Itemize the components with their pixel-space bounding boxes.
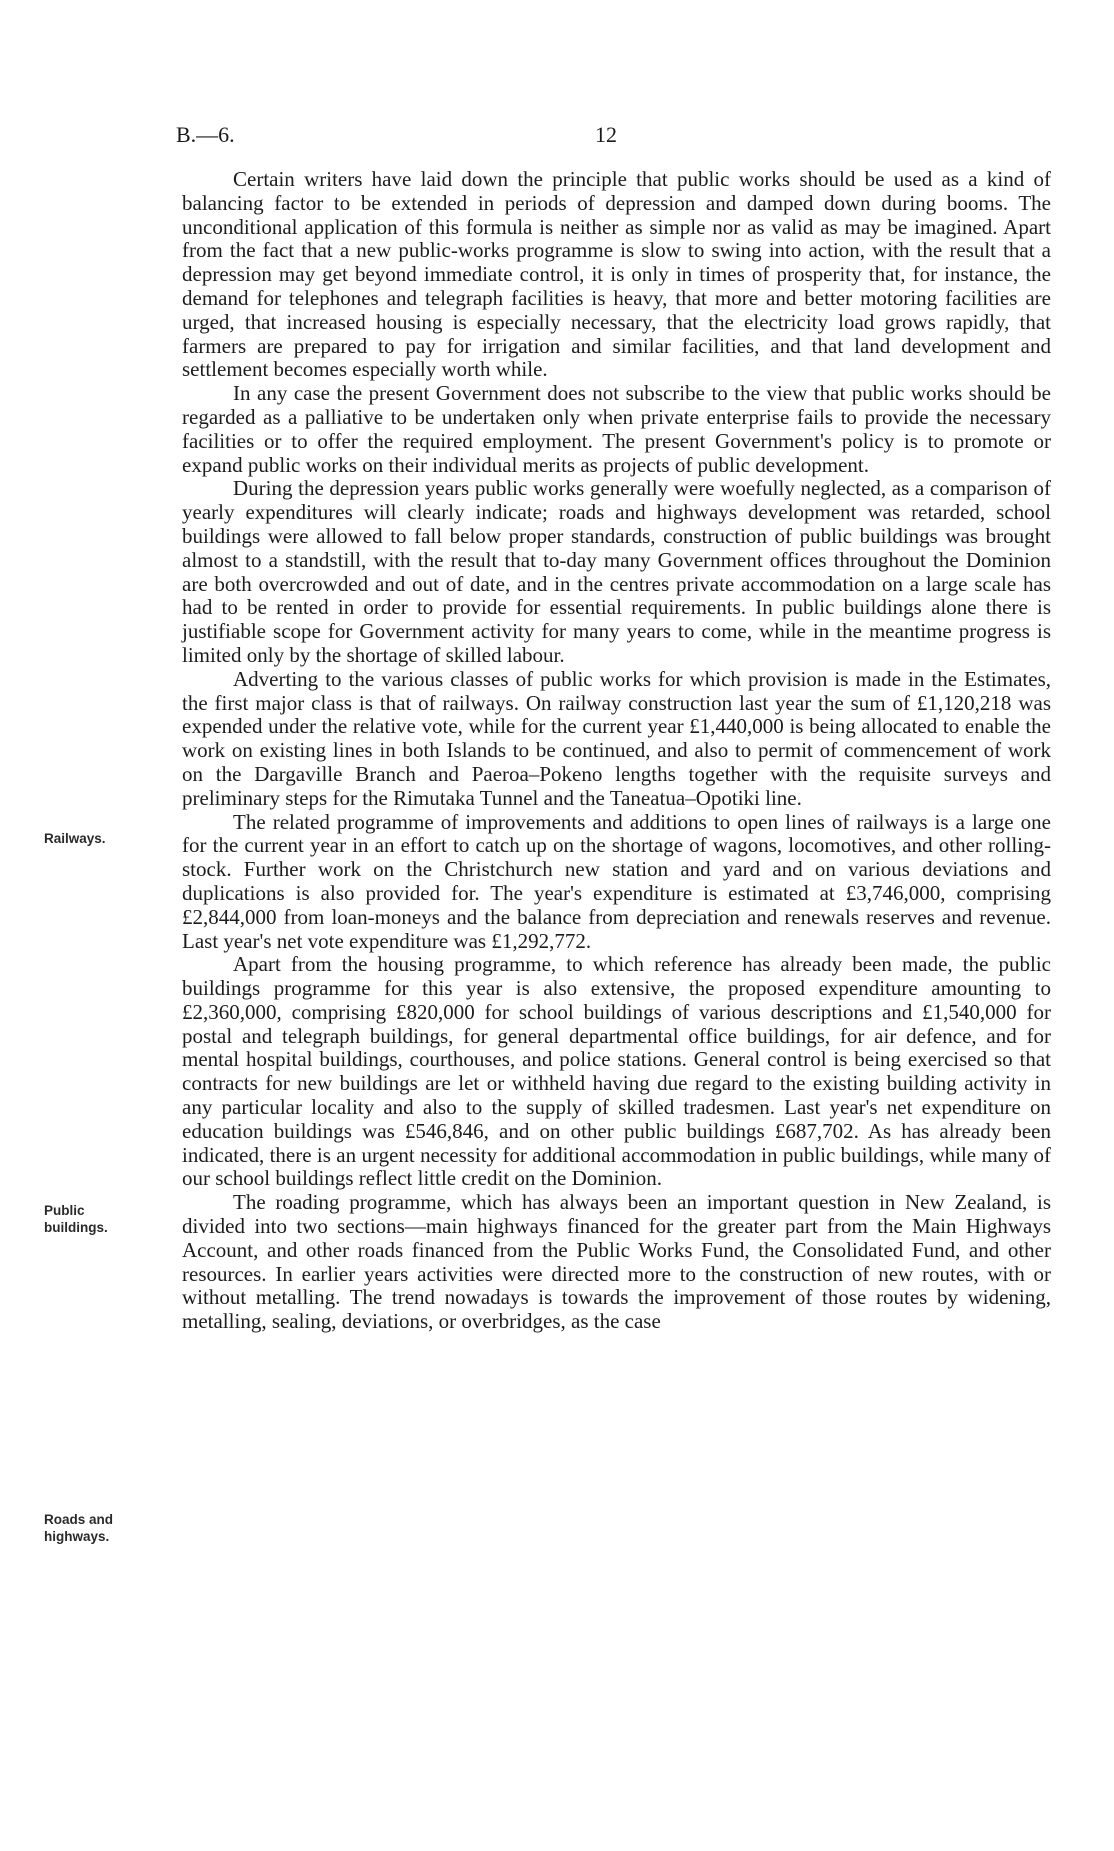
paragraph-public-buildings: Apart from the housing programme, to which reference has already been made, the public buildings programme for this year is also extensive, the proposed expenditure amounting to £2,360,000, comprising £820,000 for school buildings of various descriptions and £1,540,000 for postal and telegraph buildings, for general departmental office buildings, for air defence, and for mental hospital buildings, courthouses, and police stations. General control is being exercised so that contracts for new buildings are let or withheld having due regard to the existing building activity in any particular locality and also to the supply of skilled tradesmen. Last year's net expenditure on education buildings was £546,846, and on other public buildings £687,702. As has already been indicated, there is an urgent necessity for additional accommodation in public buildings, while many of our school buildings reflect little credit on the Dominion. [182, 952, 1051, 1191]
paragraph-balancing-factor: Certain writers have laid down the principle that public works should be used as a kind of balancing factor to be extended in periods of depression and damped down during booms. The unconditional application of this formula is neither as simple nor as valid as may be imagined. Apart from the fact that a new public-works programme is slow to swing into action, with the result that a depression may get beyond immediate control, it is only in times of prosperity that, for instance, the demand for telephones and telegraph facilities is heavy, that more and better motoring facilities are urged, that increased housing is especially necessary, that the electricity load grows rapidly, that farmers are prepared to pay for irrigation and similar facilities, and that land development and settlement becomes especially worth while. [182, 167, 1051, 382]
margin-note-public-buildings [44, 1202, 144, 1236]
paragraph-roading: The roading programme, which has always been an important question in New Zealand, is divided into two sections—main highways financed for the greater part from the Main Highways Account, and other roads financed from the Public Works Fund, the Consolidated Fund, and other resources. In earlier years activities were directed more to the construction of new routes, with or without metalling. The trend nowadays is towards the improvement of those routes by widening, metalling, sealing, deviations, or overbridges, as the case [182, 1190, 1051, 1334]
margin-note-line: Public [44, 1203, 85, 1218]
document-code: B.—6. [176, 122, 235, 147]
margin-note-roads-highways [44, 1511, 144, 1545]
margin-note-line: Railways. [44, 831, 106, 846]
margin-note-line: buildings. [44, 1220, 108, 1235]
paragraph-railways: Adverting to the various classes of public works for which provision is made in the Estimates, the first major class is that of railways. On railway construction last year the sum of £1,120,218 was expended under the relative vote, while for the current year £1,440,000 is being allocated to enable the work on existing lines in both Islands to be continued, and also to permit of commencement of work on the Dargaville Branch and Paeroa–Pokeno lengths together with the requisite surveys and preliminary steps for the Rimutaka Tunnel and the Taneatua–Opotiki line. [182, 666, 1051, 810]
margin-note-line: Roads and [44, 1512, 114, 1527]
margin-note-railways [44, 830, 144, 847]
body-text [182, 168, 1051, 1334]
paragraph-open-lines: The related programme of improvements and additions to open lines of railways is a large one for the current year in an effort to catch up on the shortage of wagons, locomotives, and other rolling-stock. Further work on the Christchurch new station and yard and on various deviations and duplications is also provided for. The year's expenditure is estimated at £3,746,000, comprising £2,844,000 from loan-moneys and the balance from depreciation and renewals reserves and revenue. Last year's net vote expenditure was £1,292,772. [182, 809, 1051, 953]
paragraph-government-view: In any case the present Government does not subscribe to the view that public works should be regarded as a palliative to be undertaken only when private enterprise fails to provide the necessary facilities or to offer the required employment. The present Government's policy is to promote or expand public works on their individual merits as projects of public development. [182, 381, 1051, 477]
paragraph-depression-years: During the depression years public works generally were woefully neglected, as a comparison of yearly expenditures will clearly indicate; roads and highways development was retarded, school buildings were allowed to fall below proper standards, construction of public buildings was brought almost to a standstill, with the result that to-day many Government offices throughout the Dominion are both overcrowded and out of date, and in the centres private accommodation on a large scale has had to be rented in order to provide for essential requirements. In public buildings alone there is justifiable scope for Government activity for many years to come, while in the meantime progress is limited only by the shortage of skilled labour. [182, 476, 1051, 667]
page-number: 12 [595, 122, 617, 147]
margin-note-line: highways. [44, 1529, 110, 1544]
